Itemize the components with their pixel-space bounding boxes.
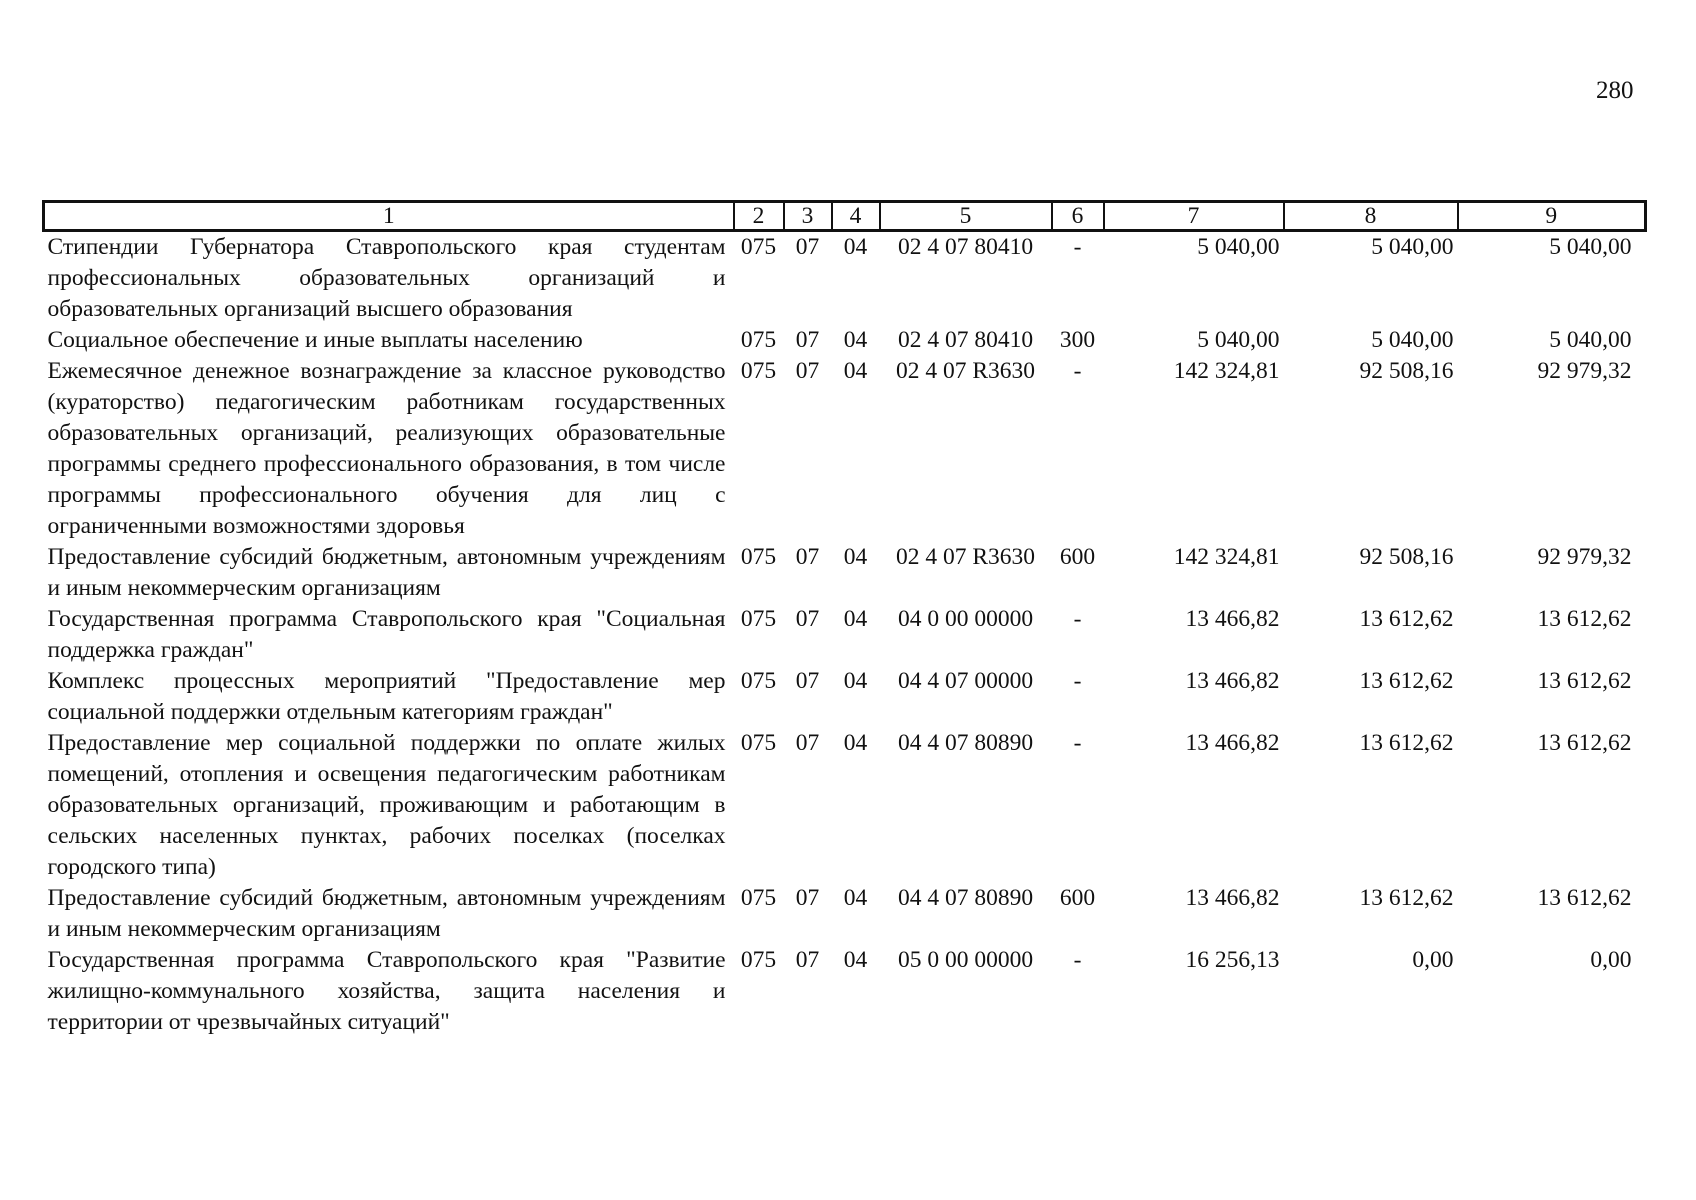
subsection-code: 04 — [843, 885, 868, 911]
row-name: Комплекс процессных мероприятий "Предоставление мер социальной поддержки отдельным категориям граждан" — [47, 668, 726, 725]
column-header: 8 — [1284, 202, 1458, 231]
amount-col8: 92 508,16 — [1359, 544, 1454, 570]
amount-col9: 13 612,62 — [1537, 606, 1632, 632]
column-header: 7 — [1104, 202, 1284, 231]
amount-col8: 13 612,62 — [1359, 730, 1454, 756]
expense-type-code: - — [1073, 947, 1082, 973]
ved-code: 075 — [740, 234, 777, 260]
amount-col9: 92 979,32 — [1537, 544, 1632, 570]
amount-col7: 16 256,13 — [1185, 947, 1280, 973]
ved-code: 075 — [740, 606, 777, 632]
section-code: 07 — [795, 947, 820, 973]
ved-code: 075 — [740, 544, 777, 570]
amount-col9: 92 979,32 — [1537, 358, 1632, 384]
section-code: 07 — [795, 885, 820, 911]
expense-type-code: 600 — [1059, 544, 1096, 570]
amount-col8: 92 508,16 — [1359, 358, 1454, 384]
table-row — [44, 883, 1646, 945]
amount-col8: 0,00 — [1412, 947, 1454, 973]
amount-col7: 13 466,82 — [1185, 668, 1280, 694]
subsection-code: 04 — [843, 730, 868, 756]
subsection-code: 04 — [843, 668, 868, 694]
amount-col8: 13 612,62 — [1359, 606, 1454, 632]
table-row — [44, 542, 1646, 604]
page-number: 280 — [1596, 77, 1634, 104]
target-code: 04 4 07 80890 — [897, 885, 1034, 911]
budget-table — [42, 200, 1647, 1038]
target-code: 04 0 00 00000 — [897, 606, 1034, 632]
amount-col8: 13 612,62 — [1359, 885, 1454, 911]
amount-col9: 5 040,00 — [1549, 327, 1632, 353]
row-name: Предоставление субсидий бюджетным, автономным учреждениям и иным некоммерческим организациям — [47, 544, 726, 601]
amount-col7: 13 466,82 — [1185, 885, 1280, 911]
column-header: 5 — [880, 202, 1052, 231]
amount-col7: 5 040,00 — [1197, 327, 1280, 353]
target-code: 02 4 07 R3630 — [895, 544, 1036, 570]
target-code: 02 4 07 80410 — [897, 327, 1034, 353]
section-code: 07 — [795, 730, 820, 756]
amount-col9: 13 612,62 — [1537, 730, 1632, 756]
ved-code: 075 — [740, 730, 777, 756]
column-header: 9 — [1458, 202, 1646, 231]
ved-code: 075 — [740, 358, 777, 384]
expense-type-code: - — [1073, 606, 1082, 632]
target-code: 05 0 00 00000 — [897, 947, 1034, 973]
amount-col7: 5 040,00 — [1197, 234, 1280, 260]
column-header: 1 — [44, 202, 734, 231]
section-code: 07 — [795, 234, 820, 260]
table-row — [44, 231, 1646, 326]
amount-col8: 5 040,00 — [1371, 234, 1454, 260]
ved-code: 075 — [740, 327, 777, 353]
row-name: Государственная программа Ставропольского края "Развитие жилищно-коммунального хозяйства, защита населения и территории от чрезвычайных ситуаций" — [47, 947, 726, 1035]
section-code: 07 — [795, 606, 820, 632]
section-code: 07 — [795, 544, 820, 570]
expense-type-code: - — [1073, 358, 1082, 384]
row-name: Предоставление мер социальной поддержки по оплате жилых помещений, отопления и освещения педагогическим работникам образовательных организаций, проживающим и работающим в сельских населенных пунктах, рабочих поселках (поселках городского типа) — [47, 730, 726, 880]
row-name: Стипендии Губернатора Ставропольского края студентам профессиональных образовательных организаций и образовательных организаций высшего образования — [47, 234, 726, 322]
table-row — [44, 325, 1646, 356]
table-row — [44, 728, 1646, 883]
row-name: Предоставление субсидий бюджетным, автономным учреждениям и иным некоммерческим организациям — [47, 885, 726, 942]
target-code: 02 4 07 R3630 — [895, 358, 1036, 384]
section-code: 07 — [795, 668, 820, 694]
subsection-code: 04 — [843, 544, 868, 570]
amount-col7: 142 324,81 — [1173, 358, 1280, 384]
row-name: Ежемесячное денежное вознаграждение за классное руководство (кураторство) педагогическим работникам государственных образовательных организаций, реализующих образовательные программы среднего профессионального образования, в том числе программы профессионального обучения для лиц с ограниченными возможностями здоровья — [47, 358, 726, 539]
ved-code: 075 — [740, 668, 777, 694]
table-header-row — [44, 202, 1646, 231]
target-code: 04 4 07 00000 — [897, 668, 1034, 694]
expense-type-code: 600 — [1059, 885, 1096, 911]
ved-code: 075 — [740, 947, 777, 973]
section-code: 07 — [795, 358, 820, 384]
amount-col9: 0,00 — [1590, 947, 1632, 973]
target-code: 04 4 07 80890 — [897, 730, 1034, 756]
ved-code: 075 — [740, 885, 777, 911]
row-name: Государственная программа Ставропольского края "Социальная поддержка граждан" — [47, 606, 726, 663]
amount-col7: 13 466,82 — [1185, 730, 1280, 756]
amount-col8: 13 612,62 — [1359, 668, 1454, 694]
table-row — [44, 604, 1646, 666]
subsection-code: 04 — [843, 606, 868, 632]
amount-col8: 5 040,00 — [1371, 327, 1454, 353]
amount-col7: 142 324,81 — [1173, 544, 1280, 570]
row-name: Социальное обеспечение и иные выплаты населению — [47, 327, 583, 353]
amount-col7: 13 466,82 — [1185, 606, 1280, 632]
subsection-code: 04 — [843, 358, 868, 384]
column-header: 3 — [784, 202, 832, 231]
column-header: 6 — [1052, 202, 1104, 231]
expense-type-code: - — [1073, 730, 1082, 756]
expense-type-code: - — [1073, 234, 1082, 260]
subsection-code: 04 — [843, 327, 868, 353]
column-header: 4 — [832, 202, 880, 231]
amount-col9: 13 612,62 — [1537, 885, 1632, 911]
amount-col9: 13 612,62 — [1537, 668, 1632, 694]
subsection-code: 04 — [843, 234, 868, 260]
column-header: 2 — [734, 202, 784, 231]
table-row — [44, 666, 1646, 728]
expense-type-code: 300 — [1059, 327, 1096, 353]
target-code: 02 4 07 80410 — [897, 234, 1034, 260]
amount-col9: 5 040,00 — [1549, 234, 1632, 260]
subsection-code: 04 — [843, 947, 868, 973]
section-code: 07 — [795, 327, 820, 353]
expense-type-code: - — [1073, 668, 1082, 694]
table-row — [44, 945, 1646, 1038]
table-row — [44, 356, 1646, 542]
